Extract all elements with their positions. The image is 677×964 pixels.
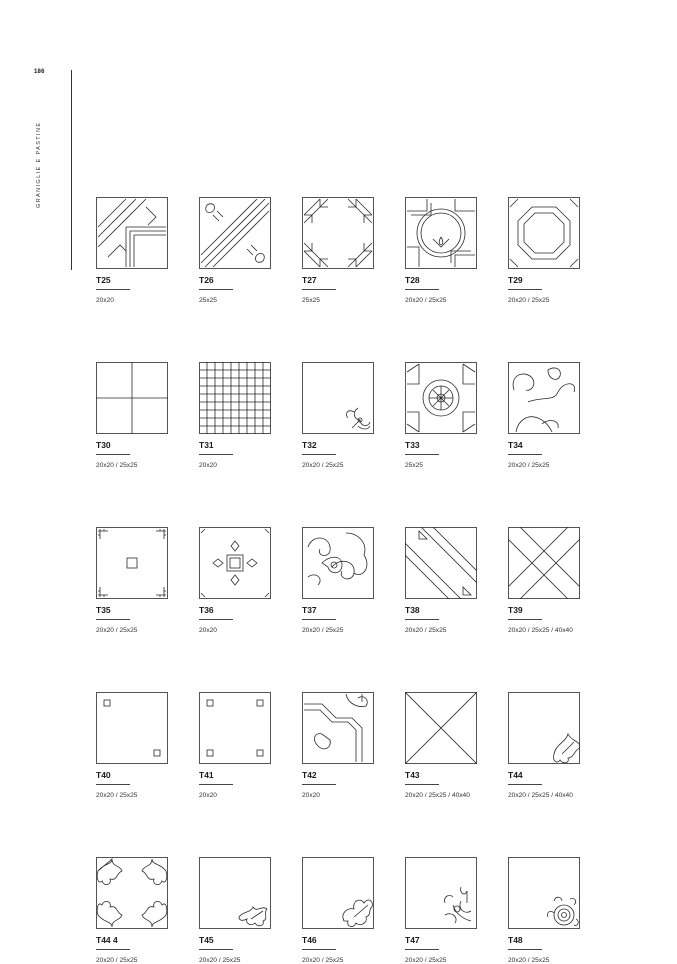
tile-card (199, 857, 271, 964)
tile-drawing-octagon (508, 197, 580, 269)
tile-code-underline (302, 619, 336, 620)
tile-card (96, 692, 168, 799)
tile-card (302, 362, 374, 469)
tile-card (199, 692, 271, 799)
tile-code: T33 (405, 440, 420, 450)
tile-code: T27 (302, 275, 317, 285)
tile-sizes: 20x20 / 25x25 (508, 297, 550, 304)
tile-card (96, 857, 168, 964)
tile-drawing-four-squares (199, 692, 271, 764)
tile-sizes: 20x20 (302, 792, 320, 799)
tile-code-underline (508, 289, 542, 290)
tile-code-underline (96, 619, 130, 620)
tile-code: T38 (405, 605, 420, 615)
tile-sizes: 20x20 (199, 462, 217, 469)
tile-card (302, 197, 374, 304)
tile-code: T46 (302, 935, 317, 945)
tile-code: T25 (96, 275, 111, 285)
tile-code-underline (302, 784, 336, 785)
tile-sizes: 20x20 (199, 627, 217, 634)
tile-code: T36 (199, 605, 214, 615)
tile-code: T26 (199, 275, 214, 285)
tile-card (96, 197, 168, 304)
tile-code-underline (199, 619, 233, 620)
tile-code: T42 (302, 770, 317, 780)
tile-code-underline (302, 454, 336, 455)
tile-card (405, 362, 477, 469)
tile-drawing-corner-fleur (302, 362, 374, 434)
tile-code: T28 (405, 275, 420, 285)
tile-drawing-diagonal-arrows (405, 527, 477, 599)
tile-code-underline (508, 619, 542, 620)
tile-drawing-leaf-bottom-right (199, 857, 271, 929)
tile-drawing-corner-leaf (508, 692, 580, 764)
tile-code-underline (96, 454, 130, 455)
tile-drawing-leaf-bottom-right-large (302, 857, 374, 929)
tile-drawing-diagonal-lattice (508, 527, 580, 599)
tile-code-underline (508, 949, 542, 950)
tile-code-underline (199, 289, 233, 290)
tile-code: T45 (199, 935, 214, 945)
tile-code-underline (508, 784, 542, 785)
tile-drawing-acanthus-scroll (508, 362, 580, 434)
tile-code-underline (405, 784, 439, 785)
tile-code-underline (508, 454, 542, 455)
tile-code-underline (405, 454, 439, 455)
tile-drawing-cross-diagonals (405, 692, 477, 764)
tile-card (96, 362, 168, 469)
tile-code: T31 (199, 440, 214, 450)
tile-sizes: 20x20 / 25x25 / 40x40 (405, 792, 470, 799)
tile-drawing-quarters (96, 362, 168, 434)
tile-sizes: 20x20 / 25x25 (302, 627, 344, 634)
tile-sizes: 25x25 (405, 462, 423, 469)
tile-card (302, 692, 374, 799)
tile-drawing-two-squares (96, 692, 168, 764)
tile-card (96, 527, 168, 634)
tile-code: T43 (405, 770, 420, 780)
tile-card (302, 527, 374, 634)
tile-code-underline (96, 289, 130, 290)
tile-sizes: 20x20 / 25x25 (405, 297, 447, 304)
tile-sizes: 20x20 / 25x25 (302, 462, 344, 469)
tile-sizes: 25x25 (302, 297, 320, 304)
tile-code: T29 (508, 275, 523, 285)
tile-drawing-corner-crosses (96, 527, 168, 599)
tile-code-underline (405, 949, 439, 950)
tile-code-underline (302, 949, 336, 950)
tile-sizes: 20x20 / 25x25 (96, 627, 138, 634)
tile-card (302, 857, 374, 964)
tile-code-underline (199, 949, 233, 950)
tile-drawing-stepped-corners (302, 197, 374, 269)
tile-card (405, 197, 477, 304)
tile-sizes: 20x20 (199, 792, 217, 799)
tile-code: T48 (508, 935, 523, 945)
tile-drawing-ornate-corners (302, 692, 374, 764)
tile-code: T30 (96, 440, 111, 450)
tile-sizes: 20x20 / 25x25 (405, 627, 447, 634)
tile-drawing-center-diamond (199, 527, 271, 599)
tile-code: T35 (96, 605, 111, 615)
section-divider (71, 70, 72, 270)
tile-card (508, 362, 580, 469)
tile-catalog-grid (96, 197, 580, 964)
tile-drawing-rosette-medallion (405, 362, 477, 434)
tile-code: T44 4 (96, 935, 118, 945)
tile-card (508, 857, 580, 964)
tile-drawing-circle-lattice (405, 197, 477, 269)
tile-drawing-rosette-bottom-right (508, 857, 580, 929)
tile-code: T34 (508, 440, 523, 450)
tile-sizes: 20x20 / 25x25 / 40x40 (508, 792, 573, 799)
tile-code: T39 (508, 605, 523, 615)
page-number: 186 (34, 69, 45, 75)
tile-card (199, 362, 271, 469)
tile-code-underline (96, 949, 130, 950)
tile-code: T47 (405, 935, 420, 945)
tile-card (405, 857, 477, 964)
tile-code: T37 (302, 605, 317, 615)
tile-code-underline (302, 289, 336, 290)
tile-code-underline (405, 289, 439, 290)
section-title: GRANIGLIE E PASTINE (36, 121, 42, 208)
tile-code-underline (199, 454, 233, 455)
tile-drawing-fleur-bottom-right (405, 857, 477, 929)
tile-code: T41 (199, 770, 214, 780)
tile-card (405, 692, 477, 799)
tile-card (199, 197, 271, 304)
tile-card (199, 527, 271, 634)
tile-card (508, 692, 580, 799)
tile-sizes: 20x20 / 25x25 / 40x40 (508, 627, 573, 634)
tile-card (508, 197, 580, 304)
tile-sizes: 20x20 / 25x25 (508, 957, 550, 964)
tile-drawing-corner-meander (96, 197, 168, 269)
tile-drawing-art-nouveau-floral (302, 527, 374, 599)
tile-drawing-mosaic-grid (199, 362, 271, 434)
tile-code: T44 (508, 770, 523, 780)
tile-code-underline (199, 784, 233, 785)
tile-sizes: 20x20 / 25x25 (508, 462, 550, 469)
tile-sizes: 20x20 / 25x25 (96, 957, 138, 964)
tile-sizes: 20x20 / 25x25 (302, 957, 344, 964)
tile-sizes: 20x20 / 25x25 (96, 792, 138, 799)
tile-sizes: 25x25 (199, 297, 217, 304)
tile-card (405, 527, 477, 634)
tile-code: T32 (302, 440, 317, 450)
tile-drawing-four-leaf-corners (96, 857, 168, 929)
tile-card (508, 527, 580, 634)
tile-sizes: 20x20 / 25x25 (405, 957, 447, 964)
tile-code: T40 (96, 770, 111, 780)
tile-code-underline (405, 619, 439, 620)
tile-code-underline (96, 784, 130, 785)
tile-sizes: 20x20 / 25x25 (199, 957, 241, 964)
tile-sizes: 20x20 (96, 297, 114, 304)
tile-sizes: 20x20 / 25x25 (96, 462, 138, 469)
tile-drawing-diagonal-band-fleur (199, 197, 271, 269)
